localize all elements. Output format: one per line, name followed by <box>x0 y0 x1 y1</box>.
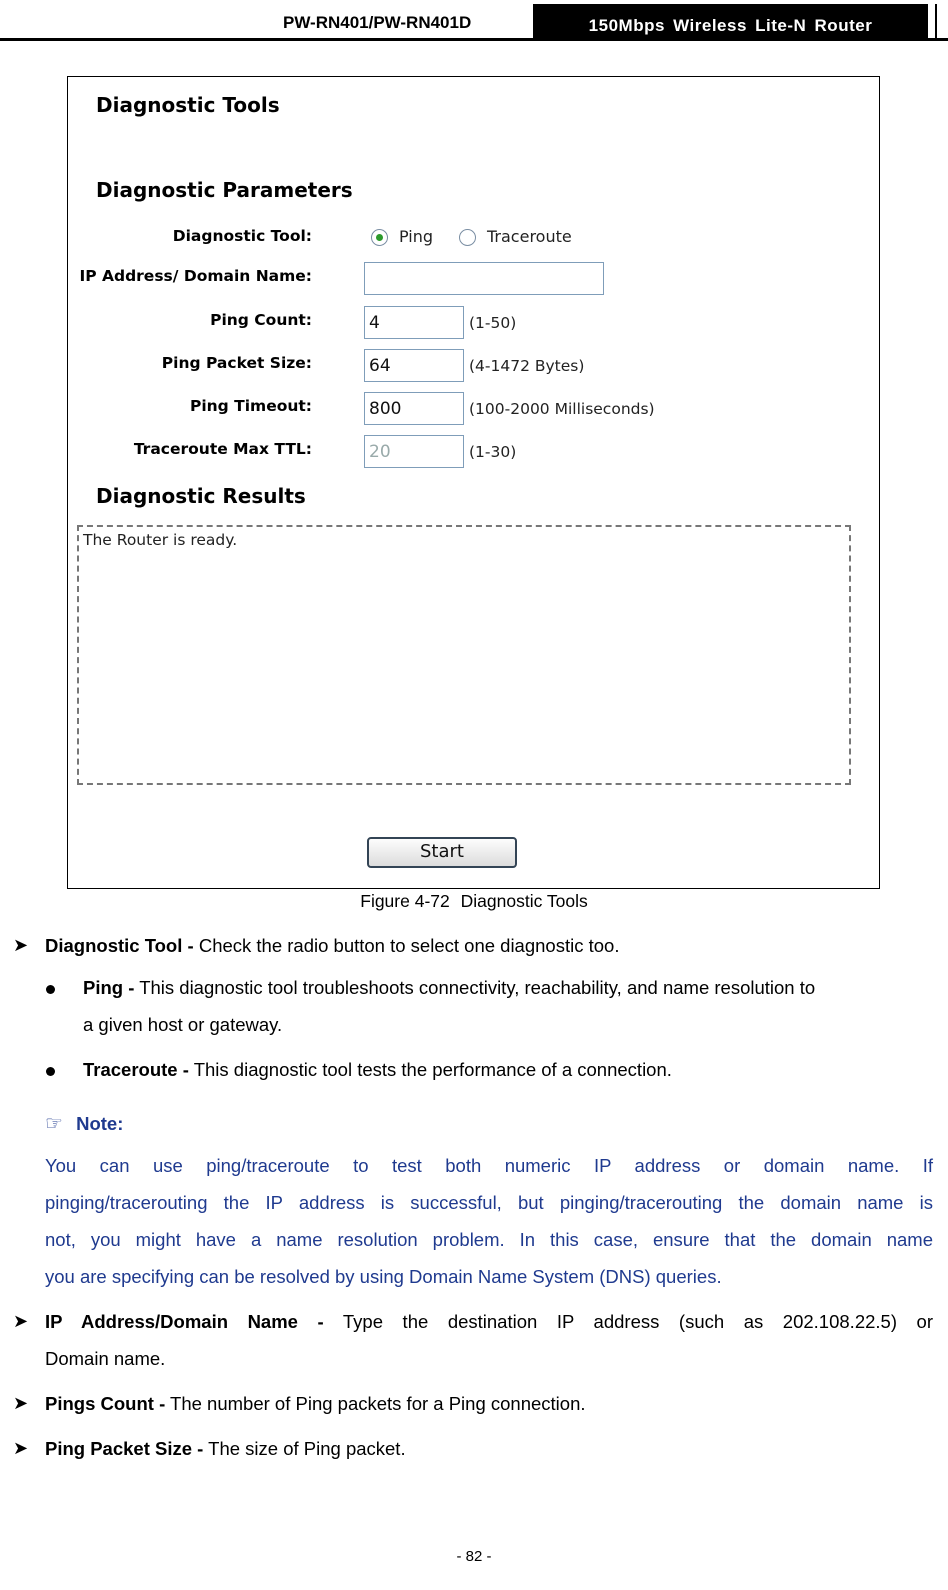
size-label: Ping Packet Size: <box>161 354 312 372</box>
header-rule <box>0 38 948 41</box>
params-title: Diagnostic Parameters <box>96 178 353 202</box>
caption-title: Diagnostic Tools <box>460 891 588 911</box>
diagnostic-tools-figure <box>67 76 880 889</box>
page-number: - 82 - <box>456 1548 492 1565</box>
dot-bullet-icon <box>46 1067 55 1076</box>
note-line: You can use ping/traceroute to test both numeric IP address or domain name. If <box>45 1155 933 1176</box>
tool-item: Diagnostic Tool - Check the radio button to select one diagnostic too. <box>45 935 620 956</box>
ping-radio[interactable] <box>371 229 388 246</box>
ping-radio-label[interactable]: Ping <box>399 227 434 246</box>
header-cap <box>935 4 937 39</box>
traceroute-radio[interactable] <box>459 229 476 246</box>
ping-item: Ping - This diagnostic tool troubleshoots connectivity, reachability, and name resolution to <box>83 977 816 998</box>
traceroute-item: Traceroute - This diagnostic tool tests the performance of a connection. <box>83 1059 672 1080</box>
ip-item: IP Address/Domain Name - Type the destination IP address (such as 202.108.22.5) or <box>45 1311 933 1332</box>
ping-timeout-input[interactable]: 800 <box>364 392 464 425</box>
timeout-label: Ping Timeout: <box>189 397 312 415</box>
note-heading: ☞ Note: <box>45 1113 124 1135</box>
note-line: you are specifying can be resolved by using Domain Name System (DNS) queries. <box>45 1266 722 1287</box>
header-title-box <box>533 4 928 39</box>
size-hint: (4-1472 Bytes) <box>469 357 585 375</box>
ping-count-input[interactable]: 4 <box>364 306 464 339</box>
ping-size-input[interactable]: 64 <box>364 349 464 382</box>
page-header <box>0 0 948 42</box>
ttl-hint: (1-30) <box>469 443 517 461</box>
arrow-bullet-icon: ➤ <box>13 1393 29 1413</box>
model-name: PW-RN401/PW-RN401D <box>283 13 472 32</box>
results-title: Diagnostic Results <box>96 484 306 508</box>
arrow-bullet-icon: ➤ <box>13 1438 29 1458</box>
dot-bullet-icon <box>46 985 55 994</box>
arrow-bullet-icon: ➤ <box>13 1311 29 1331</box>
figure-caption <box>0 891 948 912</box>
traceroute-radio-label[interactable]: Traceroute <box>487 227 572 246</box>
ip-label: IP Address/ Domain Name: <box>79 267 312 285</box>
count-item: Pings Count - The number of Ping packets for a Ping connection. <box>45 1393 586 1414</box>
count-hint: (1-50) <box>469 314 517 332</box>
start-button[interactable]: Start <box>367 837 517 868</box>
size-item: Ping Packet Size - The size of Ping packet. <box>45 1438 406 1459</box>
ttl-label: Traceroute Max TTL: <box>133 440 312 458</box>
note-line: not, you might have a name resolution problem. In this case, ensure that the domain name <box>45 1229 933 1250</box>
count-label: Ping Count: <box>210 311 312 329</box>
results-area[interactable]: The Router is ready. <box>77 525 851 785</box>
tool-label: Diagnostic Tool: <box>172 227 312 245</box>
ip-item-cont: Domain name. <box>45 1348 166 1369</box>
ping-item-cont: a given host or gateway. <box>83 1014 283 1035</box>
note-line: pinging/tracerouting the IP address is successful, but pinging/tracerouting the domain name is <box>45 1192 933 1213</box>
pointing-hand-icon: ☞ <box>45 1113 63 1135</box>
arrow-bullet-icon: ➤ <box>13 935 29 955</box>
header-title: 150Mbps Wireless Lite-N Router <box>588 16 873 35</box>
traceroute-ttl-input[interactable]: 20 <box>364 435 464 468</box>
page-title: Diagnostic Tools <box>96 93 280 117</box>
timeout-hint: (100-2000 Milliseconds) <box>469 400 655 418</box>
ip-domain-input[interactable] <box>364 262 604 295</box>
caption-number: Figure 4-72 <box>360 891 450 911</box>
